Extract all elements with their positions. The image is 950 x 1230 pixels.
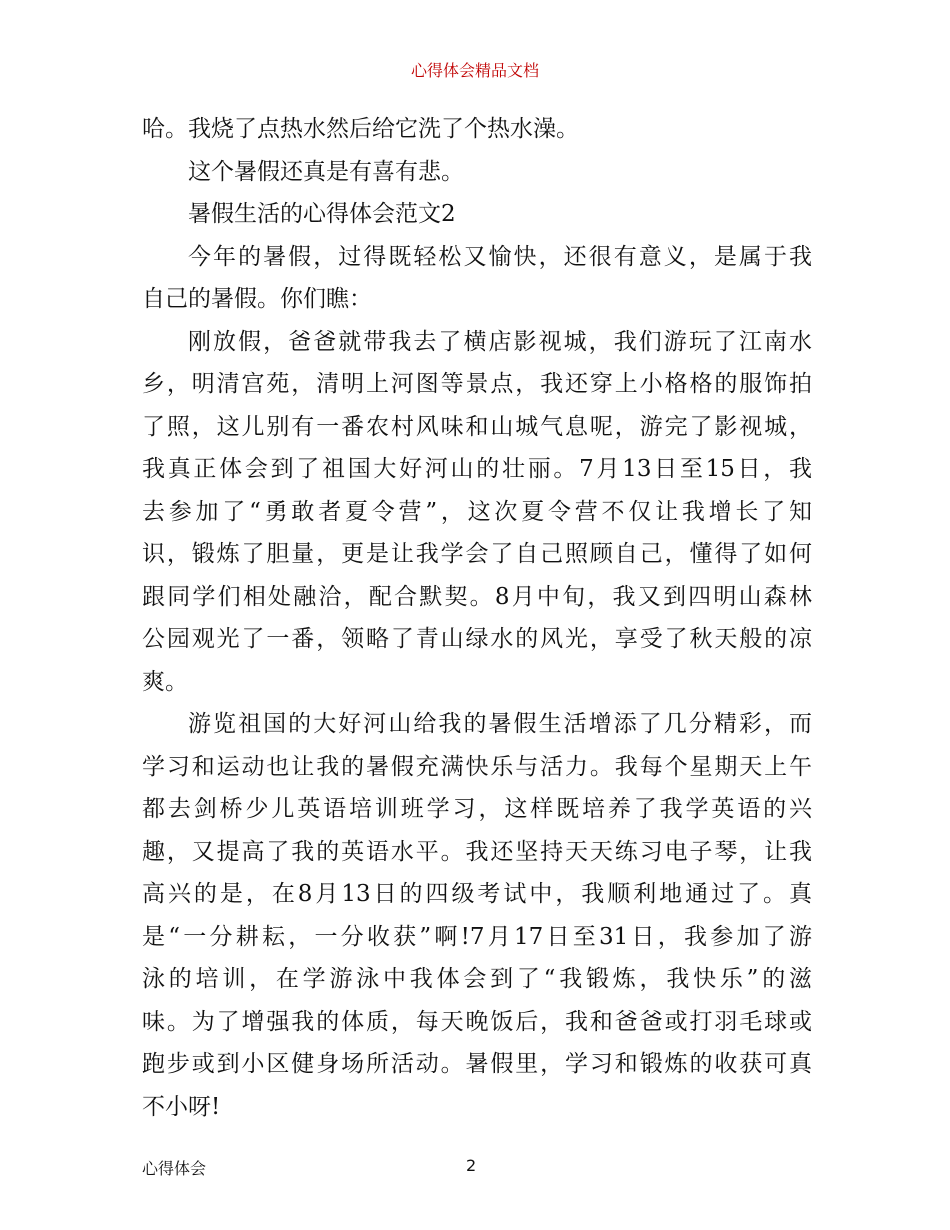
text-line: 今年的暑假，过得既轻松又愉快，还很有意义，是属于我 [188, 243, 812, 270]
text-line: 乡，明清宫苑，清明上河图等景点，我还穿上小格格的服饰拍 [142, 371, 812, 397]
text-line: 爽。 [142, 668, 188, 695]
text-line: 了照，这儿别有一番农村风味和山城气息呢，游完了影视城， [142, 413, 812, 440]
text-line: 是“一分耕耘，一分收获”啊!7月17日至31日，我参加了游 [142, 923, 812, 950]
text-line: 识，锻炼了胆量，更是让我学会了自己照顾自己，懂得了如何 [142, 541, 812, 567]
footer-label: 心得体会 [142, 1159, 207, 1178]
text-line: 这个暑假还真是有喜有悲。 [188, 158, 464, 185]
text-line: 公园观光了一番，领略了青山绿水的风光，享受了秋天般的凉 [142, 626, 812, 652]
text-line: 高兴的是，在8月13日的四级考试中，我顺利地通过了。真 [142, 881, 812, 907]
page-number: 2 [466, 1156, 477, 1175]
text-line: 跟同学们相处融洽，配合默契。8月中旬，我又到四明山森林 [142, 583, 812, 610]
text-line: 不小呀! [142, 1093, 221, 1120]
text-line: 趣，又提高了我的英语水平。我还坚持天天练习电子琴，让我 [142, 838, 812, 865]
text-line: 我真正体会到了祖国大好河山的壮丽。7月13日至15日，我 [142, 456, 812, 482]
text-line: 味。为了增强我的体质，每天晚饭后，我和爸爸或打羽毛球或 [142, 1008, 812, 1035]
text-line: 游览祖国的大好河山给我的暑假生活增添了几分精彩，而 [188, 711, 812, 737]
text-line: 跑步或到小区健身场所活动。暑假里，学习和锻炼的收获可真 [142, 1051, 812, 1077]
text-line: 泳的培训，在学游泳中我体会到了“我锻炼，我快乐”的滋 [142, 966, 812, 992]
text-line: 自己的暑假。你们瞧： [142, 286, 372, 312]
text-line: 刚放假，爸爸就带我去了横店影视城，我们游玩了江南水 [188, 328, 812, 355]
text-line: 暑假生活的心得体会范文2 [188, 201, 456, 227]
text-line: 学习和运动也让我的暑假充满快乐与活力。我每个星期天上午 [142, 753, 812, 780]
document-header-title: 心得体会精品文档 [410, 61, 539, 80]
document-body [142, 108, 812, 1128]
text-line: 去参加了“勇敢者夏令营”，这次夏令营不仅让我增长了知 [142, 498, 812, 525]
text-line: 哈。我烧了点热水然后给它洗了个热水澡。 [142, 116, 579, 142]
text-line: 都去剑桥少儿英语培训班学习，这样既培养了我学英语的兴 [142, 796, 812, 822]
